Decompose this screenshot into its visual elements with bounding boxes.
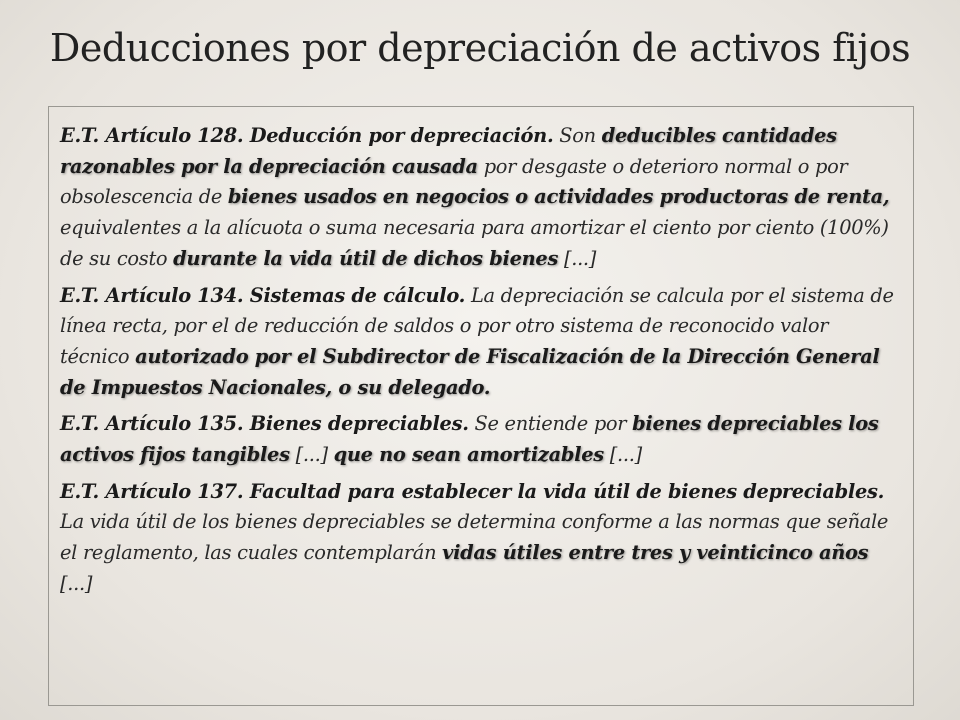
article-128-highlight-3: durante la vida útil de dichos bienes — [173, 246, 559, 270]
article-135-text-2: [...] — [289, 443, 334, 467]
article-137-highlight-1: vidas útiles entre tres y veinticinco años — [442, 541, 869, 565]
article-137-paragraph — [60, 477, 903, 600]
article-128-paragraph — [60, 121, 903, 275]
article-137-text-1: La vida útil de los bienes depreciables se determina conforme a las normas que señale el reglamento, las cuales contemplarán — [60, 510, 889, 565]
article-128-text-4: [...] — [558, 246, 597, 270]
article-135-highlight-1: bienes depreciables los activos fijos tangibles — [60, 412, 879, 467]
article-135-text-1: Se entiende por — [468, 412, 633, 436]
article-135-highlight-2: que no sean amortizables — [333, 443, 604, 467]
article-135-paragraph — [60, 409, 903, 470]
article-128-text-1: Son — [553, 124, 602, 147]
article-128-text-3: equivalentes a la alícuota o suma necesaria para amortizar el ciento por ciento (100%) de su costo — [60, 216, 889, 270]
content-box — [48, 106, 914, 706]
article-128-highlight-1: deducibles cantidades razonables por la depreciación causada — [60, 124, 837, 178]
article-134-heading: E.T. Artículo 134. Sistemas de cálculo. — [60, 283, 466, 307]
article-128-text-2: por desgaste o deterioro normal o por obsolescencia de — [60, 154, 848, 209]
article-128-highlight-2: bienes usados en negocios o actividades productoras de renta, — [227, 185, 890, 209]
article-137-text-2: [...] — [60, 571, 93, 595]
article-134-paragraph — [60, 281, 903, 404]
article-135-text-3: [...] — [603, 443, 642, 467]
article-134-highlight-1: autorizado por el Subdirector de Fiscalización de la Dirección General de Impuestos Nacionales, o su delegado. — [60, 344, 880, 399]
article-134-text-1: La depreciación se calcula por el sistema de línea recta, por el de reducción de saldos o por otro sistema de reconocido valor técnico — [60, 283, 894, 368]
article-137-heading: E.T. Artículo 137. Facultad para establecer la vida útil de bienes depreciables. — [60, 479, 885, 503]
article-135-heading: E.T. Artículo 135. Bienes depreciables. — [60, 412, 469, 436]
slide-title: Deducciones por depreciación de activos fijos — [49, 26, 911, 70]
article-128-heading: E.T. Artículo 128. Deducción por depreciación. — [60, 124, 554, 147]
